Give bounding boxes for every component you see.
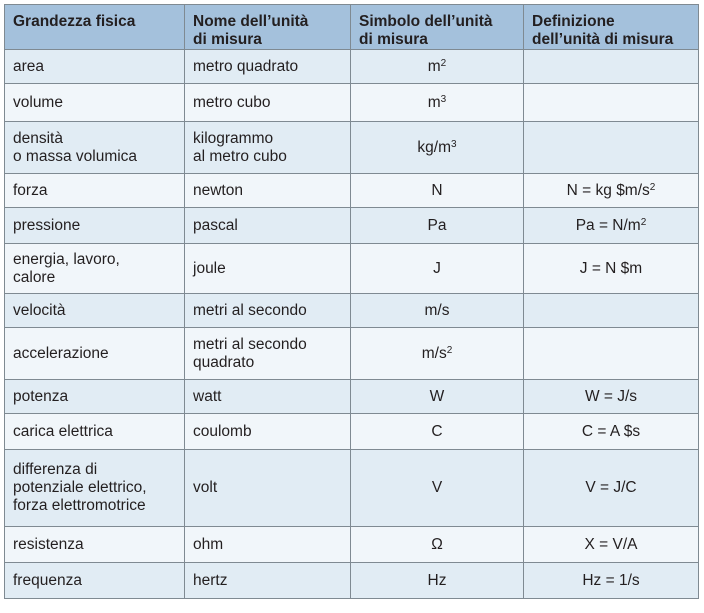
unit-symbol-cell: [351, 527, 524, 563]
unit-name-cell-line: ohm: [193, 535, 224, 553]
quantity-cell: [5, 450, 185, 527]
unit-definition-cell: [524, 84, 699, 122]
unit-symbol-cell-exponent: 2: [440, 57, 447, 69]
unit-definition-cell: [524, 563, 699, 599]
unit-name-cell: [185, 244, 351, 294]
unit-definition-cell-text: N = kg $m/s: [566, 181, 650, 199]
header-unit-name-line1: Nome dell’unità: [193, 13, 309, 30]
unit-symbol-cell-text: m/s: [421, 344, 447, 362]
table-row: [5, 563, 699, 599]
unit-definition-cell-exponent: 2: [649, 181, 656, 193]
unit-symbol-cell: [351, 294, 524, 328]
unit-name-cell-line: metro cubo: [193, 93, 271, 111]
unit-name-cell-line: quadrato: [193, 353, 255, 371]
unit-name-cell: [185, 208, 351, 244]
unit-name-cell: [185, 450, 351, 527]
unit-definition-cell: [524, 244, 699, 294]
header-unit-name-line2: di misura: [193, 31, 262, 48]
quantity-cell-line: differenza di: [13, 461, 98, 478]
unit-name-cell: [185, 50, 351, 84]
units-table: [4, 4, 699, 599]
header-quantity-label: Grandezza fisica: [13, 13, 136, 30]
unit-definition-cell: [524, 294, 699, 328]
quantity-cell-line: forza: [13, 181, 48, 199]
unit-symbol-cell-exponent: 3: [440, 93, 447, 105]
quantity-cell: [5, 208, 185, 244]
table-row: [5, 294, 699, 328]
unit-definition-cell-text: J = N $m: [579, 259, 643, 277]
unit-definition-cell: [524, 527, 699, 563]
unit-symbol-cell: [351, 450, 524, 527]
unit-name-cell-line: watt: [193, 387, 222, 405]
quantity-cell-line: potenza: [13, 387, 69, 405]
unit-name-cell-line: metri al secondo: [193, 335, 307, 353]
unit-symbol-cell-exponent: 3: [451, 138, 457, 150]
unit-definition-cell-exponent: 2: [640, 216, 647, 228]
unit-name-cell: [185, 380, 351, 414]
quantity-cell: [5, 294, 185, 328]
unit-definition-cell: [524, 380, 699, 414]
quantity-cell-line: densità: [13, 129, 63, 147]
quantity-cell: [5, 328, 185, 380]
unit-name-cell-line: metri al secondo: [193, 301, 307, 319]
unit-definition-cell-text: Pa = N/m: [575, 216, 641, 234]
quantity-cell-line: frequenza: [13, 571, 82, 589]
unit-symbol-cell-text: kg/m: [417, 138, 452, 156]
unit-name-cell: [185, 294, 351, 328]
header-unit-definition-line1: Definizione: [532, 13, 615, 30]
quantity-cell-line: carica elettrica: [13, 422, 113, 440]
unit-definition-cell-text: X = V/A: [584, 535, 638, 553]
header-unit-name: [185, 5, 351, 50]
unit-name-cell: [185, 414, 351, 450]
unit-symbol-cell-text: m: [427, 93, 441, 111]
quantity-cell-line: pressione: [13, 216, 81, 234]
unit-definition-cell: [524, 414, 699, 450]
unit-symbol-cell-text: m: [427, 57, 441, 75]
quantity-cell: [5, 527, 185, 563]
quantity-cell: [5, 84, 185, 122]
header-unit-symbol: [351, 5, 524, 50]
quantity-cell: [5, 50, 185, 84]
quantity-cell-line: area: [13, 57, 45, 75]
unit-symbol-cell-text: Hz: [427, 571, 447, 589]
table-row: [5, 50, 699, 84]
table-row: [5, 208, 699, 244]
quantity-cell-line: o massa volumica: [13, 147, 138, 165]
unit-definition-cell-text: W = J/s: [584, 387, 638, 405]
quantity-cell-line: volume: [13, 93, 63, 111]
quantity-cell: [5, 563, 185, 599]
quantity-cell: [5, 122, 185, 174]
quantity-cell-line: resistenza: [13, 535, 84, 553]
table-row: [5, 84, 699, 122]
quantity-cell: [5, 380, 185, 414]
unit-name-cell-line: al metro cubo: [193, 147, 287, 165]
unit-symbol-cell-text: W: [429, 387, 445, 405]
quantity-cell: [5, 414, 185, 450]
unit-symbol-cell: [351, 244, 524, 294]
unit-name-cell-line: metro quadrato: [193, 57, 299, 75]
unit-name-cell-line: pascal: [193, 216, 238, 234]
unit-name-cell-line: kilogrammo: [193, 129, 274, 147]
unit-name-cell: [185, 527, 351, 563]
unit-definition-cell: [524, 122, 699, 174]
table-header: [5, 5, 699, 50]
unit-name-cell-line: volt: [193, 479, 218, 496]
unit-symbol-cell: [351, 50, 524, 84]
table-row: [5, 380, 699, 414]
quantity-cell-line: calore: [13, 268, 56, 286]
table-row: [5, 450, 699, 527]
quantity-cell: [5, 174, 185, 208]
unit-name-cell: [185, 122, 351, 174]
unit-name-cell: [185, 328, 351, 380]
quantity-cell-line: velocità: [13, 301, 66, 319]
unit-name-cell: [185, 84, 351, 122]
unit-name-cell-line: newton: [193, 181, 243, 199]
table-row: [5, 244, 699, 294]
unit-symbol-cell-text: C: [431, 422, 443, 440]
unit-definition-cell: [524, 208, 699, 244]
header-unit-definition-line2: dell’unità di misura: [532, 31, 674, 48]
unit-symbol-cell: [351, 84, 524, 122]
unit-definition-cell: [524, 50, 699, 84]
table-row: [5, 174, 699, 208]
unit-name-cell-line: joule: [193, 259, 226, 277]
table-row: [5, 328, 699, 380]
table-row: [5, 122, 699, 174]
header-unit-symbol-line2: di misura: [359, 31, 428, 48]
unit-definition-cell-text: C = A $s: [581, 422, 641, 440]
unit-symbol-cell: [351, 174, 524, 208]
unit-symbol-cell: [351, 122, 524, 174]
header-row: [5, 5, 699, 50]
unit-symbol-cell: [351, 380, 524, 414]
unit-definition-cell: [524, 174, 699, 208]
quantity-cell-line: forza elettromotrice: [13, 497, 146, 514]
unit-symbol-cell-exponent: 2: [446, 344, 453, 356]
unit-symbol-cell-text: N: [431, 181, 443, 199]
units-table-container: [4, 4, 698, 599]
quantity-cell-line: potenziale elettrico,: [13, 479, 147, 496]
unit-symbol-cell: [351, 563, 524, 599]
quantity-cell: [5, 244, 185, 294]
unit-symbol-cell-text: J: [433, 259, 441, 277]
table-body: [5, 50, 699, 599]
unit-symbol-cell-text: V: [431, 479, 443, 496]
unit-name-cell-line: coulomb: [193, 422, 252, 440]
header-quantity: [5, 5, 185, 50]
unit-symbol-cell: [351, 208, 524, 244]
unit-name-cell: [185, 174, 351, 208]
unit-symbol-cell: [351, 328, 524, 380]
table-row: [5, 527, 699, 563]
table-row: [5, 414, 699, 450]
unit-definition-cell: [524, 450, 699, 527]
unit-definition-cell-text: Hz = 1/s: [582, 571, 640, 589]
header-unit-symbol-line1: Simbolo dell’unità: [359, 13, 493, 30]
unit-symbol-cell: [351, 414, 524, 450]
unit-definition-cell: [524, 328, 699, 380]
unit-symbol-cell-text: Pa: [427, 216, 447, 234]
quantity-cell-line: accelerazione: [13, 344, 109, 362]
unit-name-cell-line: hertz: [193, 571, 228, 589]
header-unit-definition: [524, 5, 699, 50]
quantity-cell-line: energia, lavoro,: [13, 250, 120, 268]
unit-definition-cell-text: V = J/C: [585, 479, 637, 496]
unit-symbol-cell-text: m/s: [424, 301, 450, 319]
unit-symbol-cell-text: Ω: [431, 535, 443, 553]
unit-name-cell: [185, 563, 351, 599]
